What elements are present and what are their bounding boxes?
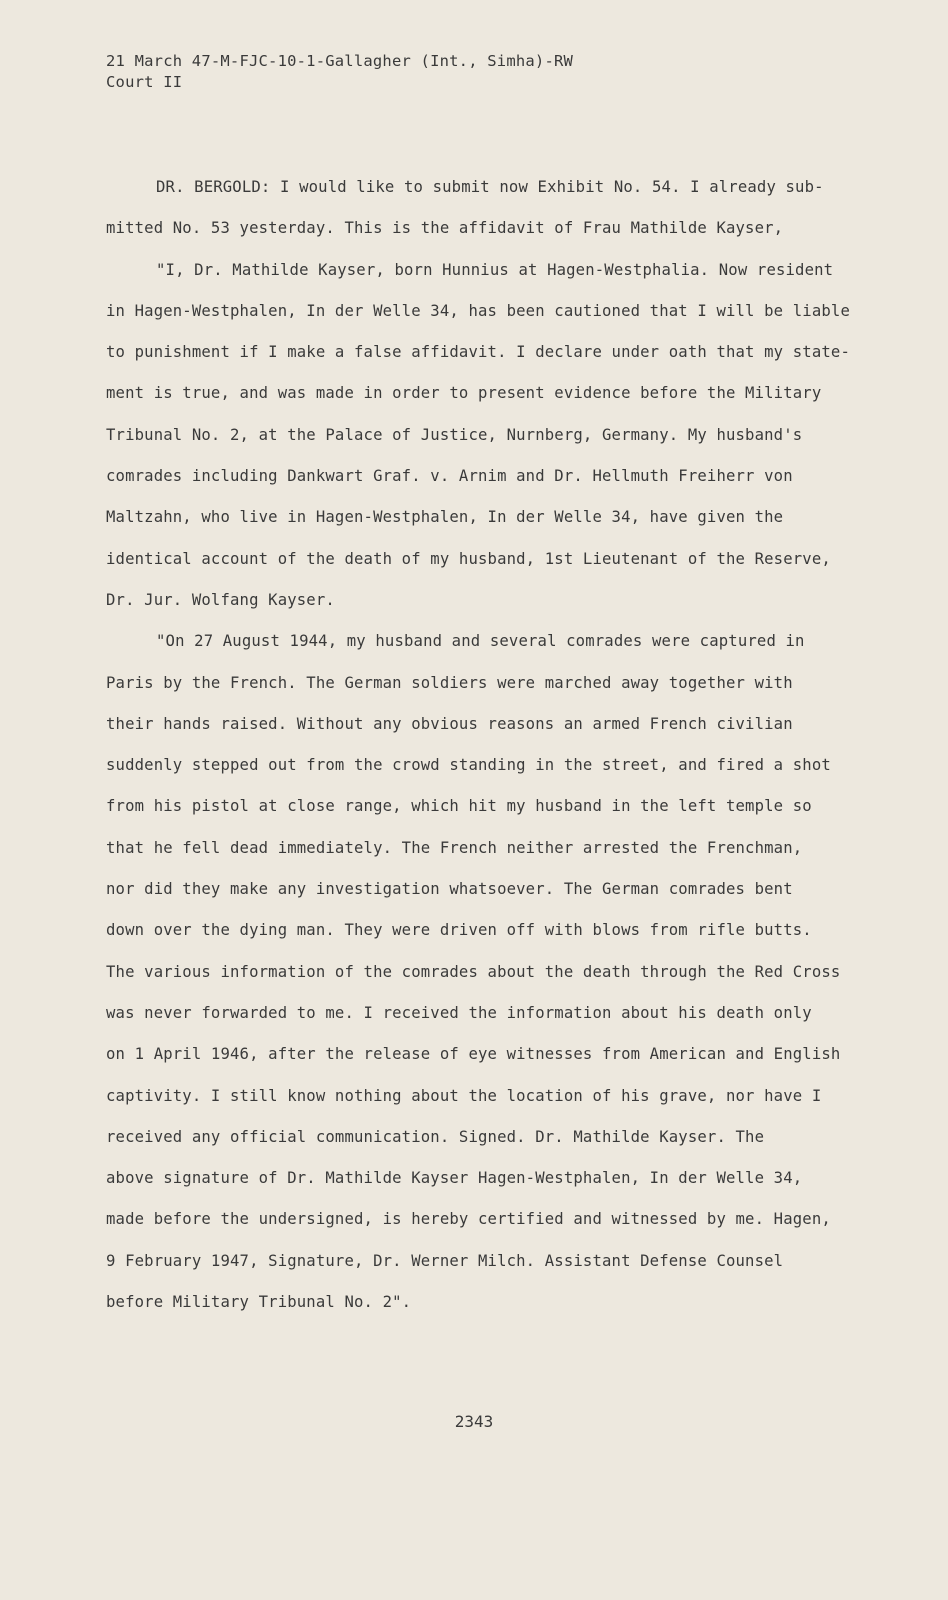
page-number: 2343 bbox=[454, 1412, 494, 1431]
transcript-line: above signature of Dr. Mathilde Kayser Hagen-Westphalen, In der Welle 34, bbox=[106, 1169, 803, 1188]
transcript-line: suddenly stepped out from the crowd standing in the street, and fired a shot bbox=[106, 756, 831, 775]
transcript-line: Dr. Jur. Wolfang Kayser. bbox=[106, 590, 335, 609]
transcript-line: ment is true, and was made in order to present evidence before the Military bbox=[106, 384, 822, 403]
transcript-line: Maltzahn, who live in Hagen-Westphalen, In der Welle 34, have given the bbox=[106, 508, 784, 527]
transcript-line: 9 February 1947, Signature, Dr. Werner Milch. Assistant Defense Counsel bbox=[106, 1251, 784, 1270]
transcript-line: their hands raised. Without any obvious reasons an armed French civilian bbox=[106, 714, 793, 733]
transcript-line: "On 27 August 1944, my husband and several comrades were captured in bbox=[156, 632, 805, 651]
transcript-line: received any official communication. Signed. Dr. Mathilde Kayser. The bbox=[106, 1127, 765, 1146]
transcript-line: comrades including Dankwart Graf. v. Arnim and Dr. Hellmuth Freiherr von bbox=[106, 467, 793, 486]
transcript-line: Tribunal No. 2, at the Palace of Justice, Nurnberg, Germany. My husband's bbox=[106, 425, 803, 444]
transcript-line: in Hagen-Westphalen, In der Welle 34, has been cautioned that I will be liable bbox=[106, 301, 850, 320]
transcript-line: captivity. I still know nothing about the location of his grave, nor have I bbox=[106, 1086, 822, 1105]
transcript-line: identical account of the death of my husband, 1st Lieutenant of the Reserve, bbox=[106, 549, 831, 568]
transcript-line: mitted No. 53 yesterday. This is the affidavit of Frau Mathilde Kayser, bbox=[106, 219, 784, 238]
header-reference: 21 March 47-M-FJC-10-1-Gallagher (Int., Simha)-RW bbox=[106, 52, 574, 70]
transcript-line: from his pistol at close range, which hit my husband in the left temple so bbox=[106, 797, 812, 816]
header-court: Court II bbox=[106, 73, 183, 91]
transcript-line: nor did they make any investigation whatsoever. The German comrades bent bbox=[106, 880, 793, 899]
transcript-line: The various information of the comrades about the death through the Red Cross bbox=[106, 962, 841, 981]
transcript-line: that he fell dead immediately. The French neither arrested the Frenchman, bbox=[106, 838, 803, 857]
transcript-line: on 1 April 1946, after the release of eye witnesses from American and English bbox=[106, 1045, 841, 1064]
transcript-line: was never forwarded to me. I received the information about his death only bbox=[106, 1003, 812, 1022]
transcript-line: DR. BERGOLD: I would like to submit now Exhibit No. 54. I already sub- bbox=[156, 178, 824, 196]
transcript-line: made before the undersigned, is hereby certified and witnessed by me. Hagen, bbox=[106, 1210, 831, 1229]
transcript-line: down over the dying man. They were driven off with blows from rifle butts. bbox=[106, 921, 812, 940]
document-header bbox=[106, 51, 573, 93]
transcript-line: before Military Tribunal No. 2". bbox=[106, 1293, 412, 1312]
transcript-line: Paris by the French. The German soldiers were marched away together with bbox=[106, 673, 793, 692]
transcript-body bbox=[106, 167, 896, 1323]
transcript-line: "I, Dr. Mathilde Kayser, born Hunnius at Hagen-Westphalia. Now resident bbox=[156, 260, 834, 279]
transcript-line: to punishment if I make a false affidavit. I declare under oath that my state- bbox=[106, 343, 850, 362]
